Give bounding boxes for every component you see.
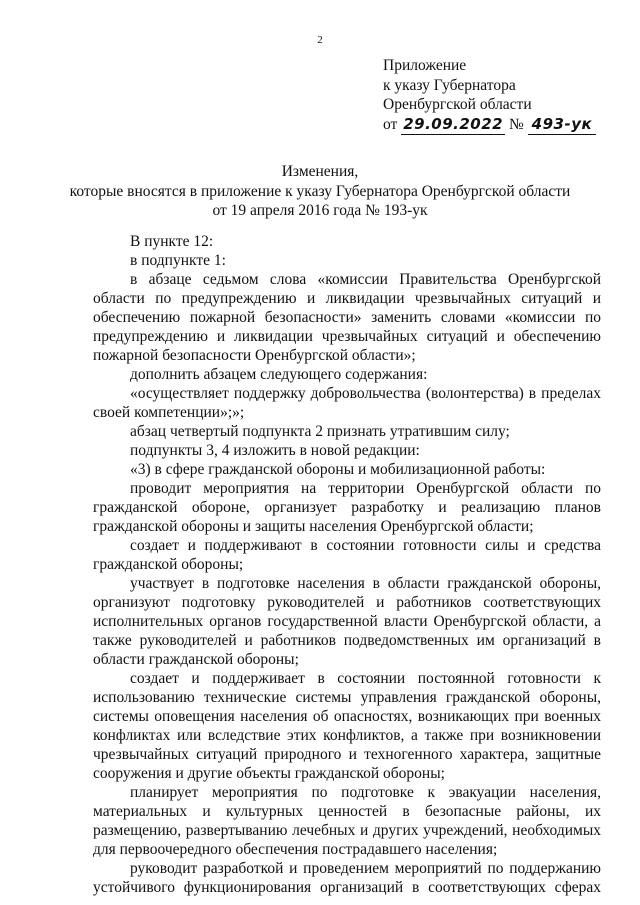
title-line-1: Изменения, [281, 163, 359, 180]
handwritten-number: 493-ук [528, 115, 597, 136]
appendix-date-line [383, 115, 596, 136]
document-body [93, 232, 601, 897]
paragraph: в подпункте 1: [130, 252, 226, 269]
paragraph: «осуществляет поддержку добровольчества (волонтерства) в пределах своей компетенции»;»; [93, 385, 601, 421]
title-line-2: которые вносятся в приложение к указу Губернатора Оренбургской области [69, 182, 571, 200]
paragraph: участвует в подготовке населения в области гражданской обороны, организуют подготовку руководителей и работников соответствующих исполнительных органов государственной власти Оренбургской области, а также руководителей и работников подведомственных им организаций в области гражданской обороны; [93, 575, 601, 668]
title-line-3: от 19 апреля 2016 года № 193-ук [212, 202, 428, 219]
paragraph: создает и поддерживает в состоянии постоянной готовности к использованию технические системы управления гражданской обороны, системы оповещения населения об опасностях, возникающих при военных конфликтах или вследствие этих конфликтов, а также при возникновении чрезвычайных ситуаций природного и техногенного характера, защитные сооружения и другие объекты гражданской обороны; [93, 670, 601, 782]
paragraph: подпункты 3, 4 изложить в новой редакции: [130, 442, 420, 459]
document-title [0, 162, 640, 221]
paragraph: планирует мероприятия по подготовке к эвакуации населения, материальных и культурных ценностей в безопасные районы, их размещению, развертыванию лечебных и других учреждений, необходимых для первоочередного обеспечения пострадавшего населения; [93, 784, 601, 858]
paragraph: «3) в сфере гражданской обороны и мобилизационной работы: [130, 461, 546, 478]
page-number: 2 [317, 34, 323, 46]
date-prefix: от [383, 115, 398, 133]
handwritten-date: 29.09.2022 [401, 115, 505, 136]
paragraph: создает и поддерживают в состоянии готовности силы и средства гражданской обороны; [93, 537, 601, 573]
appendix-line-2: к указу Губернатора [383, 76, 516, 94]
number-prefix: № [508, 115, 524, 133]
paragraph: В пункте 12: [130, 233, 214, 250]
appendix-line-3: Оренбургской области [383, 96, 532, 113]
paragraph: в абзаце седьмом слова «комиссии Правительства Оренбургской области по предупреждению и ликвидации чрезвычайных ситуаций и обеспечению пожарной безопасности» заменить словами «комиссии по предупреждению и ликвидации чрезвычайных ситуаций и обеспечению пожарной безопасности Оренбургской области»; [93, 271, 601, 364]
paragraph: абзац четвертый подпункта 2 признать утратившим силу; [130, 423, 510, 440]
appendix-header [383, 56, 596, 135]
paragraph: проводит мероприятия на территории Оренбургской области по гражданской обороне, организует разработку и реализацию планов гражданской обороны и защиты населения Оренбургской области; [93, 480, 601, 535]
paragraph: руководит разработкой и проведением мероприятий по поддержанию устойчивого функционирования организаций в соответствующих сферах [93, 860, 601, 896]
appendix-line-1: Приложение [383, 57, 467, 74]
paragraph: дополнить абзацем следующего содержания: [130, 366, 428, 383]
